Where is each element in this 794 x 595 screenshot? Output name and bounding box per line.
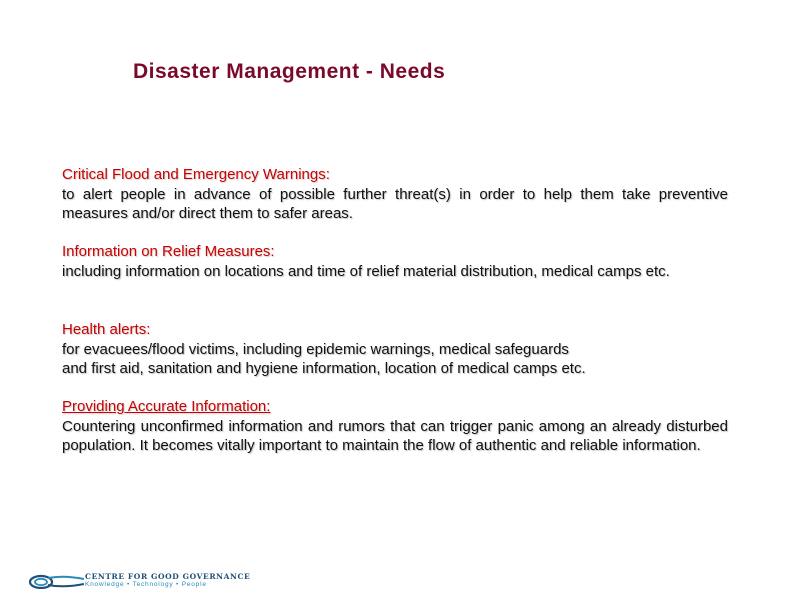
section-accurate-information (62, 397, 728, 456)
section-body-line: for evacuees/flood victims, including epidemic warnings, medical safeguards (62, 340, 569, 358)
section-heading: Critical Flood and Emergency Warnings: (62, 166, 330, 183)
logo-tagline: Knowledge • Technology • People (85, 581, 207, 588)
section-heading: Information on Relief Measures: (62, 243, 275, 260)
section-body-line: and first aid, sanitation and hygiene information, location of medical camps etc. (62, 360, 586, 377)
section-heading: Health alerts: (62, 321, 151, 338)
section-body: including information on locations and time of relief material distribution, medical camps etc. (62, 262, 670, 280)
cgg-logo (28, 571, 273, 591)
cgg-swoosh-icon (28, 573, 84, 589)
section-body: Countering unconfirmed information and rumors that can trigger panic among an already disturbed population. It becomes vitally important to maintain the flow of authentic and reliable information. (62, 417, 728, 454)
section-relief-measures (62, 242, 728, 281)
section-flood-warnings (62, 165, 728, 224)
section-heading: Providing Accurate Information: (62, 398, 271, 415)
section-body: to alert people in advance of possible further threat(s) in order to help them take preventive measures and/or direct them to safer areas. (62, 185, 728, 222)
logo-name: CENTRE FOR GOOD GOVERNANCE (85, 572, 251, 581)
slide-title: Disaster Management - Needs (133, 60, 446, 83)
section-health-alerts (62, 320, 728, 379)
